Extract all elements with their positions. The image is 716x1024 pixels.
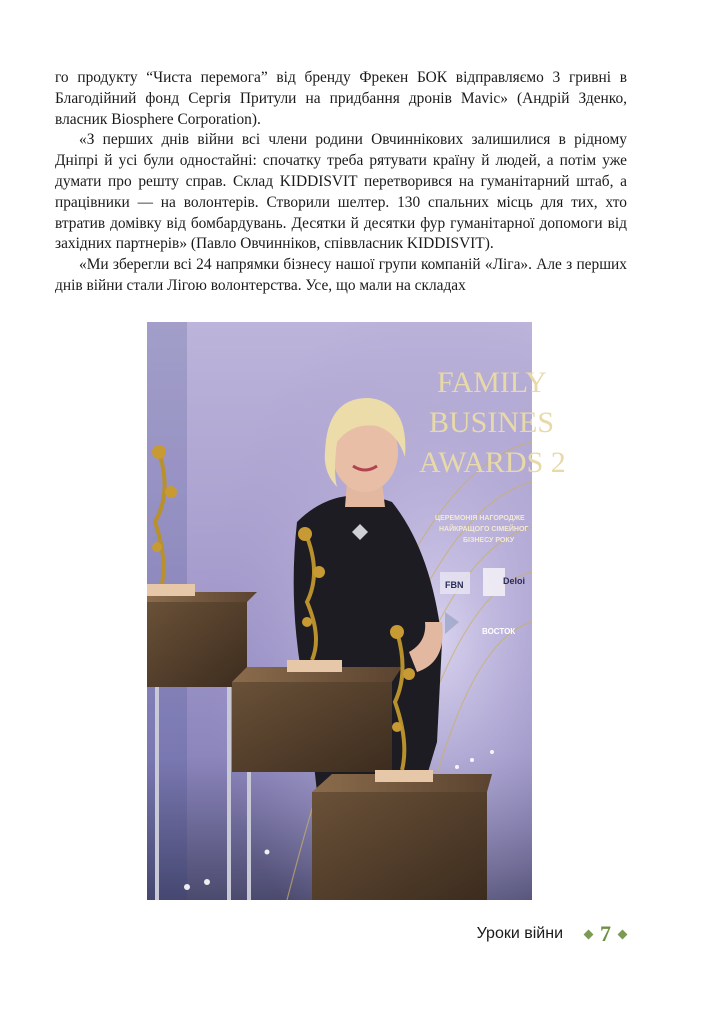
paragraph: «З перших днів війни всі члени родини Овчиннікових залишилися в рідному Дніпрі й усі були одностайні: спочатку треба рятувати країну й людей, а потім уже думати про решту справ. Склад KIDDISVIT перетворився на гуманітарний штаб, а працівники — на волонтерів. Створили шелтер. 130 спальних місць для тих, хто втратив домівку від бомбардувань. Десятки й десятки фур гуманітарної допомоги від західних партнерів» (Павло Овчинніков, співвласник KIDDISVIT). xyxy=(55,131,627,253)
banner-sub: НАЙКРАЩОГО СІМЕЙНОГ xyxy=(439,526,529,533)
banner-line: BUSINES xyxy=(429,406,555,439)
awards-photo xyxy=(147,322,566,900)
body-text xyxy=(55,68,627,297)
banner-sub: БІЗНЕСУ РОКУ xyxy=(463,537,515,544)
pedestal-front xyxy=(312,774,492,900)
banner-line: AWARDS 2 xyxy=(419,446,566,479)
sponsor-logo: Deloi xyxy=(503,576,526,586)
sponsor-logo: ВОСТОК xyxy=(482,627,516,636)
sponsor-logo: FBN xyxy=(445,580,464,590)
page-footer xyxy=(477,922,626,946)
paragraph: «Ми зберегли всі 24 напрямки бізнесу нашої групи компаній «Ліга». Але з перших днів війни стали Лігою волонтерства. Усе, що мали на складах xyxy=(55,256,627,294)
photo-illustration xyxy=(147,322,566,900)
diamond-icon xyxy=(618,929,628,939)
trophy-base xyxy=(287,660,342,672)
diamond-icon xyxy=(584,929,594,939)
paragraph: го продукту “Чиста перемога” від бренду Фрекен БОК відправляємо 3 гривні в Благодійний фонд Сергія Притули на придбання дронів Mavic» (Андрій Зденко, власник Biosphere Corporation). xyxy=(55,69,627,128)
running-title: Уроки війни xyxy=(476,925,563,942)
trophy-base xyxy=(375,770,433,782)
banner-sub: ЦЕРЕМОНІЯ НАГОРОДЖЕ xyxy=(435,515,525,522)
page-number: 7 xyxy=(600,921,611,946)
banner-line: FAMILY xyxy=(437,366,547,399)
trophy-base xyxy=(147,584,195,596)
